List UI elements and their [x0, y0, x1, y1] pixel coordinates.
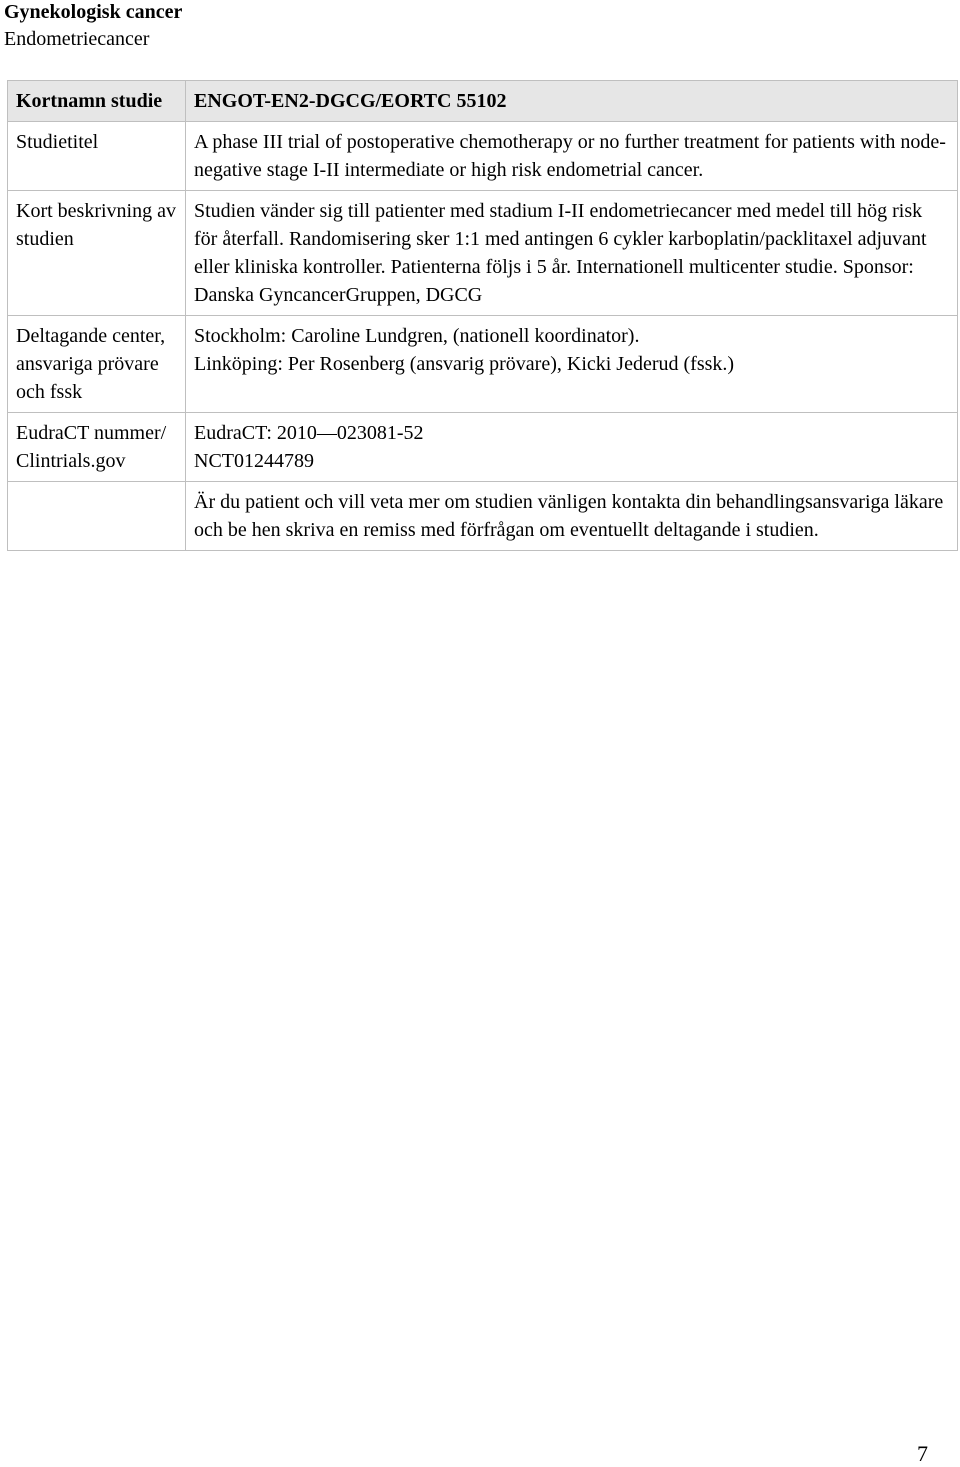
center-linkoping: Linköping: Per Rosenberg (ansvarig prövare), Kicki Jederud (fssk.) [194, 353, 735, 375]
table-row-patient-contact [8, 482, 958, 551]
row-label-study-title: Studietitel [8, 122, 186, 191]
nct-number: NCT01244789 [194, 450, 314, 472]
row-value-participating-centers [186, 316, 958, 413]
page-number: 7 [917, 1441, 928, 1466]
row-label-participating-centers: Deltagande center, ansvariga prövare och fssk [8, 316, 186, 413]
table-row-short-name [8, 81, 958, 122]
eudract-number: EudraCT: 2010—023081-52 [194, 422, 424, 444]
study-description-text: Studien vänder sig till patienter med stadium I-II endometriecancer med medel till hög risk för återfall. Randomisering sker 1:1 med antingen 6 cykler karboplatin/packlitaxel adjuvant eller kliniska kontroller. Patienterna följs i 5 år. Internationell multicenter studie. Sponsor: Danska GyncancerGruppen, DGCG [194, 200, 927, 306]
row-value-study-title [186, 122, 958, 191]
study-info-table [7, 80, 958, 551]
table-row-registry-numbers [8, 413, 958, 482]
row-value-registry-numbers [186, 413, 958, 482]
study-title-text: A phase III trial of postoperative chemotherapy or no further treatment for patients with node-negative stage I-II intermediate or high risk endometrial cancer. [194, 131, 946, 181]
row-value-patient-contact [186, 482, 958, 551]
table-row-participating-centers [8, 316, 958, 413]
row-label-short-description: Kort beskrivning av studien [8, 191, 186, 316]
patient-contact-text: Är du patient och vill veta mer om studien vänligen kontakta din behandlingsansvariga läkare och be hen skriva en remiss med förfrågan om eventuellt deltagande i studien. [194, 491, 944, 541]
document-header [4, 0, 182, 54]
row-value-short-name [186, 81, 958, 122]
row-label-empty [8, 482, 186, 551]
row-value-short-description [186, 191, 958, 316]
document-subtitle: Endometriecancer [4, 28, 150, 50]
row-label-short-name: Kortnamn studie [8, 81, 186, 122]
study-short-name: ENGOT-EN2-DGCG/EORTC 55102 [194, 90, 507, 112]
center-stockholm: Stockholm: Caroline Lundgren, (nationell koordinator). [194, 325, 640, 347]
table-row-short-description [8, 191, 958, 316]
document-title: Gynekologisk cancer [4, 1, 183, 23]
table-row-study-title [8, 122, 958, 191]
row-label-registry-numbers: EudraCT nummer/ Clintrials.gov [8, 413, 186, 482]
